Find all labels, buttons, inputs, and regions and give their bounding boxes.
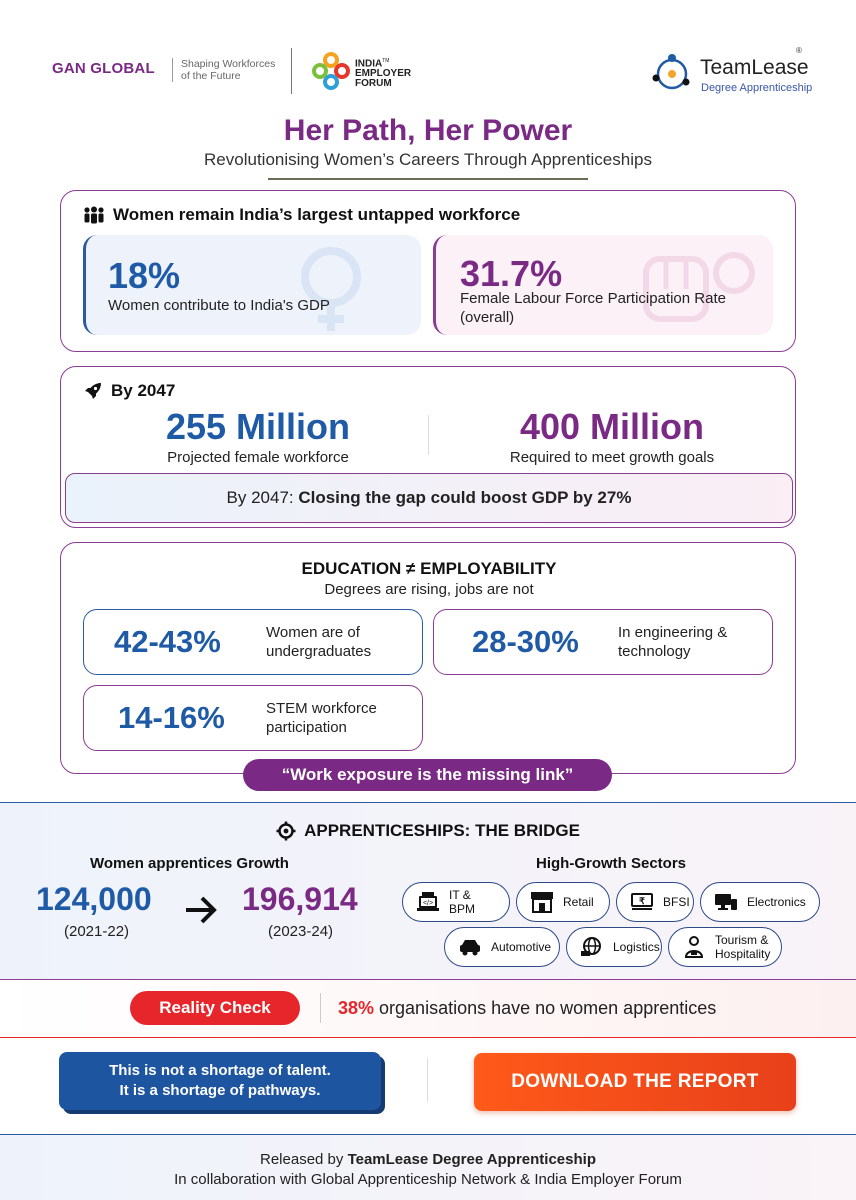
engineering-label: [618, 623, 727, 661]
growth-to-period: (2023-24): [268, 923, 334, 940]
sector-electronics: [700, 882, 820, 922]
quote-badge: “Work exposure is the missing link”: [243, 759, 612, 791]
gdp-stat-label: Women contribute to India's GDP: [108, 297, 330, 314]
gear-icon: [276, 821, 296, 841]
svg-text:</>: </>: [422, 900, 434, 907]
required-workforce-label: Required to meet growth goals: [509, 449, 715, 466]
ief-tm: TM: [382, 58, 390, 64]
by2047-heading-row: [83, 381, 175, 401]
talent-message-line1: This is not a shortage of talent.: [109, 1062, 331, 1079]
engineering-card: [433, 609, 773, 675]
growth-from-value: 124,000: [36, 881, 152, 917]
sector-tourism-label-line1: Tourism &: [715, 933, 769, 947]
sectors-heading: High-Growth Sectors: [536, 855, 687, 872]
lfpr-stat-card: [433, 235, 773, 335]
download-report-button[interactable]: DOWNLOAD THE REPORT: [474, 1053, 796, 1111]
stem-card: [83, 685, 423, 751]
sector-tourism-label: [715, 933, 770, 961]
lfpr-stat-value: 31.7%: [460, 253, 563, 294]
lfpr-label-line2: (overall): [460, 309, 515, 326]
by2047-panel: [60, 366, 796, 528]
teamlease-logo-icon: [650, 52, 694, 96]
apprenticeships-heading: APPRENTICESHIPS: THE BRIDGE: [304, 821, 580, 840]
projected-workforce-label: Projected female workforce: [167, 449, 349, 466]
laptop-icon: [415, 889, 441, 915]
gdp-boost-banner: [65, 473, 793, 523]
header-divider: [291, 48, 292, 94]
by2047-heading: By 2047: [111, 381, 176, 400]
title-divider: [268, 178, 588, 180]
sector-automotive-label: Automotive: [491, 940, 552, 954]
reality-check-row: [0, 980, 856, 1038]
apprenticeships-section: [0, 802, 856, 980]
registered-mark: ®: [796, 46, 802, 55]
footer-released-by: [0, 1151, 856, 1168]
sector-bfsi-label: BFSI: [663, 895, 690, 909]
education-panel: [60, 542, 796, 774]
stem-value: 14-16%: [118, 700, 225, 735]
gan-tagline: [172, 58, 275, 82]
workforce-panel: [60, 190, 796, 352]
engineering-value: 28-30%: [472, 624, 579, 659]
teamlease-subtitle: Degree Apprenticeship: [701, 82, 813, 94]
workforce-heading: Women remain India’s largest untapped workforce: [113, 205, 521, 224]
gdp-boost-text: Closing the gap could boost GDP by 27%: [298, 488, 632, 507]
ief-line1: INDIA: [355, 58, 383, 70]
reality-divider: [320, 993, 321, 1023]
devices-icon: [713, 889, 739, 915]
projected-workforce-value: 255 Million: [165, 406, 351, 447]
growth-from-period: (2021-22): [64, 923, 130, 940]
required-workforce-value: 400 Million: [519, 406, 705, 447]
stem-label: [266, 699, 377, 737]
sector-logistics-label: Logistics: [613, 940, 660, 954]
apprenticeships-heading-row: [0, 821, 856, 841]
projected-workforce-block: [61, 407, 455, 466]
stem-label-line2: participation: [266, 719, 347, 736]
page-title: Her Path, Her Power: [283, 114, 573, 147]
globe-truck-icon: [579, 934, 605, 960]
page-subtitle: Revolutionising Women’s Careers Through Apprenticeships: [204, 150, 652, 169]
required-workforce-block: [415, 407, 809, 466]
talent-message-card: [59, 1052, 381, 1110]
storefront-icon: [529, 889, 555, 915]
reality-check-badge: Reality Check: [130, 991, 300, 1025]
gan-global-logo: GAN GLOBAL: [52, 60, 155, 77]
money-icon: [629, 889, 655, 915]
female-symbol-icon: [276, 239, 386, 334]
gan-tagline-line2: of the Future: [181, 70, 241, 82]
undergrad-label-line2: undergraduates: [266, 643, 372, 660]
ief-line3: FORUM: [355, 78, 392, 90]
lfpr-stat-label: [460, 289, 726, 327]
education-heading: EDUCATION ≠ EMPLOYABILITY: [301, 559, 557, 578]
undergrad-label: [266, 623, 371, 661]
engineering-label-line2: technology: [618, 643, 691, 660]
india-employer-forum-logo-icon: [312, 52, 350, 90]
sector-retail-label: Retail: [563, 895, 594, 909]
concierge-icon: [681, 934, 707, 960]
undergrad-value: 42-43%: [114, 624, 221, 659]
gdp-boost-prefix: By 2047:: [226, 488, 299, 507]
footer: [0, 1134, 856, 1200]
footer-collaboration: In collaboration with Global Apprenticeship Network & India Employer Forum: [174, 1171, 682, 1188]
arrow-right-icon: [184, 895, 218, 925]
lfpr-label-line1: Female Labour Force Participation Rate: [460, 290, 726, 307]
svg-text:₹: ₹: [639, 896, 645, 906]
sector-it-bpm-label: IT & BPM: [449, 888, 476, 916]
car-icon: [457, 934, 483, 960]
footer-released-org: TeamLease Degree Apprenticeship: [347, 1151, 596, 1168]
workforce-heading-row: [83, 205, 520, 225]
cta-divider: [427, 1058, 428, 1102]
people-group-icon: [83, 206, 105, 224]
sector-logistics: [566, 927, 662, 967]
sector-tourism-label-line2: Hospitality: [715, 947, 771, 961]
engineering-label-line1: In engineering &: [618, 624, 728, 641]
rocket-icon: [83, 381, 103, 401]
teamlease-name: TeamLease: [700, 56, 809, 79]
sector-tourism-hospitality: [668, 927, 782, 967]
talent-message-line2: It is a shortage of pathways.: [119, 1082, 321, 1099]
growth-to-value: 196,914: [242, 881, 358, 917]
sector-it-bpm: [402, 882, 510, 922]
sector-electronics-label: Electronics: [747, 895, 806, 909]
gan-tagline-line1: Shaping Workforces: [181, 58, 276, 70]
undergrad-card: [83, 609, 423, 675]
sector-bfsi: [616, 882, 694, 922]
india-employer-forum-text: [355, 56, 411, 89]
gdp-stat-value: 18%: [108, 255, 181, 296]
growth-heading: Women apprentices Growth: [90, 855, 289, 872]
undergrad-label-line1: Women are of: [266, 624, 360, 641]
stem-label-line1: STEM workforce: [266, 700, 377, 717]
education-subheading: Degrees are rising, jobs are not: [324, 581, 534, 598]
gdp-stat-card: [83, 235, 421, 335]
ief-line2: EMPLOYER: [355, 68, 412, 80]
reality-percent: 38%: [338, 998, 375, 1018]
reality-text: [338, 998, 716, 1019]
sector-automotive: [444, 927, 560, 967]
footer-released-prefix: Released by: [260, 1151, 348, 1168]
sector-retail: [516, 882, 610, 922]
reality-text-body: organisations have no women apprentices: [374, 998, 717, 1018]
